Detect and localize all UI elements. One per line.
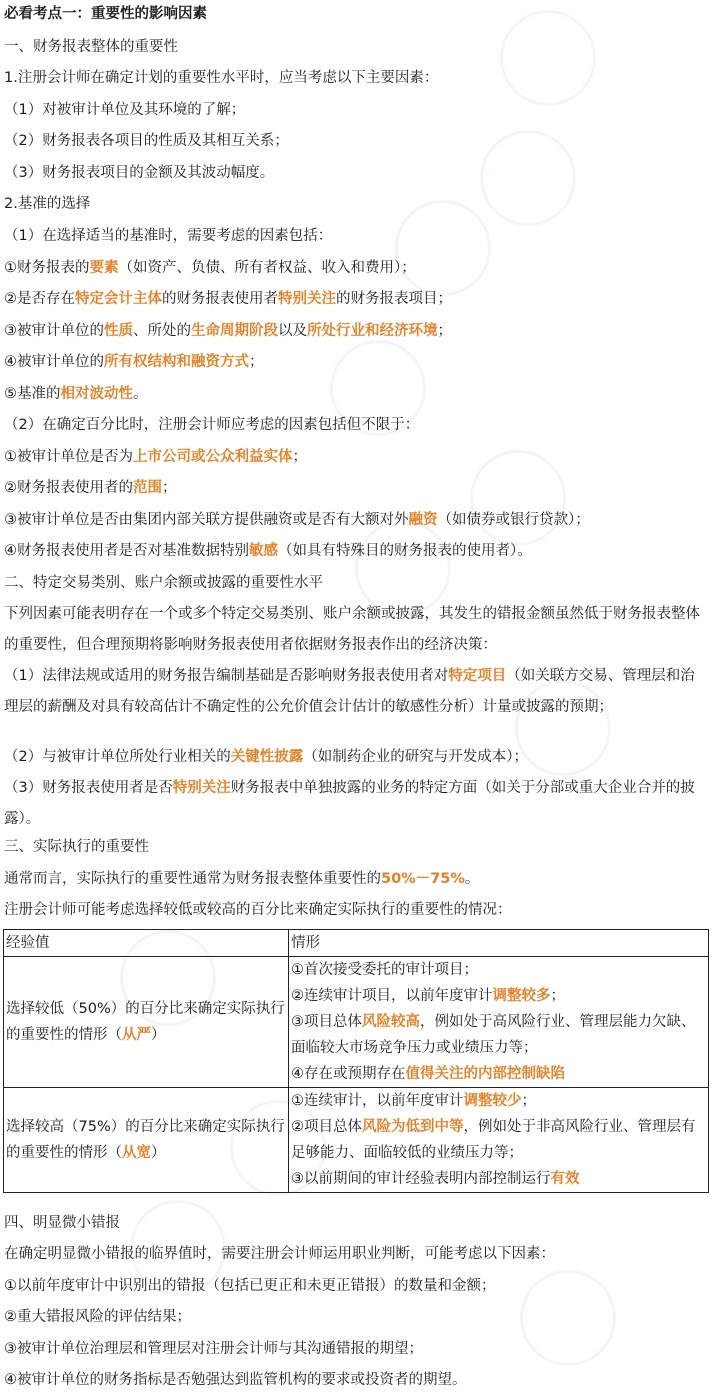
highlight: 特定会计主体 bbox=[75, 291, 162, 307]
paragraph: （2）在确定百分比时，注册会计师应考虑的因素包括但不限于： bbox=[4, 417, 420, 433]
section-heading: 三、实际执行的重要性 bbox=[4, 839, 149, 855]
list-item: ③被审计单位的性质、所处的生命周期阶段以及所处行业和经济环境； bbox=[4, 323, 452, 339]
table-row bbox=[4, 1088, 709, 1193]
highlight: 调整较少 bbox=[463, 1093, 522, 1109]
highlight: 有效 bbox=[550, 1171, 580, 1187]
list-item: ④被审计单位的财务指标是否勉强达到监管机构的要求或投资者的期望。 bbox=[4, 1372, 467, 1388]
list-item: （3）财务报表项目的金额及其波动幅度。 bbox=[4, 165, 275, 181]
highlight: 关键性披露 bbox=[230, 749, 304, 765]
list-item: （2）与被审计单位所处行业相关的关键性披露（如制药企业的研究与开发成本）； bbox=[4, 749, 528, 765]
paragraph: （1）在选择适当的基准时，需要考虑的因素包括： bbox=[4, 228, 333, 244]
list-item: ⑤基准的相对波动性。 bbox=[4, 386, 148, 402]
list-item: ①以前年度审计中识别出的错报（包括已更正和未更正错报）的数量和金额； bbox=[4, 1278, 496, 1294]
table-header-row bbox=[4, 930, 709, 957]
highlight: 范围 bbox=[133, 480, 162, 496]
highlight: 50%－75% bbox=[381, 871, 465, 887]
table-list-item: ①连续审计，以前年度审计调整较少； bbox=[291, 1093, 536, 1109]
highlight: 所有权结构和融资方式 bbox=[104, 354, 249, 370]
list-item: ①被审计单位是否为上市公司或公众利益实体； bbox=[4, 449, 307, 465]
list-item: （1）法律法规或适用的财务报告编制基础是否影响财务报表使用者对特定项目（如关联方交易、管理层和治理层的薪酬及对具有较高估计不确定性的公允价值会计估计的敏感性分析）计量或披露的预期； bbox=[4, 668, 695, 715]
list-item: ②是否存在特定会计主体的财务报表使用者特别关注的财务报表项目； bbox=[4, 291, 452, 307]
highlight: 特别关注 bbox=[172, 780, 231, 796]
paragraph: 通常而言，实际执行的重要性通常为财务报表整体重要性的50%－75%。 bbox=[4, 871, 480, 887]
table-cell bbox=[289, 957, 709, 1088]
highlight: 从严 bbox=[122, 1027, 151, 1043]
list-item: ③被审计单位治理层和管理层对注册会计师与其沟通错报的期望； bbox=[4, 1341, 423, 1357]
table-list-item: ③以前期间的审计经验表明内部控制运行有效 bbox=[291, 1171, 580, 1187]
section-heading: 二、特定交易类别、账户余额或披露的重要性水平 bbox=[4, 575, 323, 591]
table-list-item: ④存在或预期存在值得关注的内部控制缺陷 bbox=[291, 1066, 565, 1082]
paragraph: 下列因素可能表明存在一个或多个特定交易类别、账户余额或披露，其发生的错报金额虽然低于财务报表整体的重要性，但合理预期将影响财务报表使用者依据财务报表作出的经济决策： bbox=[4, 606, 700, 653]
list-item: （1）对被审计单位及其环境的了解； bbox=[4, 102, 246, 118]
table-list-item: ①首次接受委托的审计项目； bbox=[291, 962, 478, 978]
list-item: ②财务报表使用者的范围； bbox=[4, 480, 177, 496]
highlight: 风险较高 bbox=[362, 1014, 420, 1030]
paragraph: 1.注册会计师在确定计划的重要性水平时，应当考虑以下主要因素： bbox=[4, 70, 439, 86]
list-item: ④被审计单位的所有权结构和融资方式； bbox=[4, 354, 264, 370]
highlight: 特定项目 bbox=[448, 668, 507, 684]
table-header-cell: 经验值 bbox=[4, 930, 289, 957]
list-item: ①财务报表的要素（如资产、负债、所有者权益、收入和费用）； bbox=[4, 260, 416, 276]
highlight: 性质 bbox=[104, 323, 133, 339]
list-item: ③被审计单位是否由集团内部关联方提供融资或是否有大额对外融资（如债券或银行贷款）； bbox=[4, 512, 590, 528]
section-heading: 四、明显微小错报 bbox=[4, 1215, 120, 1231]
highlight: 值得关注的内部控制缺陷 bbox=[405, 1066, 565, 1082]
paragraph: 在确定明显微小错报的临界值时，需要注册会计师运用职业判断，可能考虑以下因素： bbox=[4, 1246, 555, 1262]
section-heading: 一、财务报表整体的重要性 bbox=[4, 39, 178, 55]
experience-table bbox=[3, 929, 709, 1193]
table-cell: 选择较高（75%）的百分比来确定实际执行的重要性的情形（从宽） bbox=[4, 1088, 289, 1193]
highlight: 融资 bbox=[408, 512, 438, 528]
table-cell bbox=[289, 1088, 709, 1193]
highlight: 风险为低到中等 bbox=[362, 1119, 464, 1135]
table-row bbox=[4, 957, 709, 1088]
watermark-seal-icon bbox=[500, 10, 596, 106]
highlight: 要素 bbox=[89, 260, 119, 276]
table-list-item: ③项目总体风险较高，例如处于高风险行业、管理层能力欠缺、面临较大市场竞争压力或业绩压力等； bbox=[291, 1014, 696, 1056]
highlight: 敏感 bbox=[249, 543, 278, 559]
highlight: 所处行业和经济环境 bbox=[307, 323, 438, 339]
watermark-seal-icon bbox=[395, 200, 491, 296]
highlight: 调整较多 bbox=[492, 988, 551, 1004]
highlight: 生命周期阶段 bbox=[191, 323, 278, 339]
list-item: ②重大错报风险的评估结果； bbox=[4, 1309, 191, 1325]
list-item: ④财务报表使用者是否对基准数据特别敏感（如具有特殊目的财务报表的使用者）。 bbox=[4, 543, 532, 559]
table-cell: 选择较低（50%）的百分比来确定实际执行的重要性的情形（从严） bbox=[4, 957, 289, 1088]
table-header-cell: 情形 bbox=[289, 930, 709, 957]
doc-title: 必看考点一：重要性的影响因素 bbox=[4, 6, 207, 22]
highlight: 相对波动性 bbox=[60, 386, 133, 402]
highlight: 从宽 bbox=[122, 1145, 151, 1161]
table-list-item: ②连续审计项目，以前年度审计调整较多； bbox=[291, 988, 565, 1004]
table-list-item: ②项目总体风险为低到中等，例如处于非高风险行业、管理层有足够能力、面临较低的业绩压力等； bbox=[291, 1119, 696, 1161]
list-item: （3）财务报表使用者是否特别关注财务报表中单独披露的业务的特定方面（如关于分部或重大企业合并的披露）。 bbox=[4, 780, 695, 827]
highlight: 上市公司或公众利益实体 bbox=[133, 449, 293, 465]
highlight: 特别关注 bbox=[278, 291, 336, 307]
paragraph: 2.基准的选择 bbox=[4, 196, 91, 212]
list-item: （2）财务报表各项目的性质及其相互关系； bbox=[4, 133, 289, 149]
paragraph: 注册会计师可能考虑选择较低或较高的百分比来确定实际执行的重要性的情况： bbox=[4, 902, 512, 918]
